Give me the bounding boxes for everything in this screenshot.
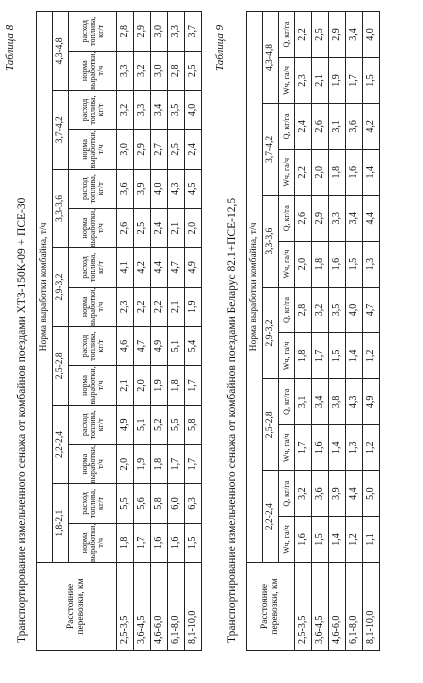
sub-header-norm: Wч, га/ч bbox=[279, 517, 295, 563]
table-cell: 2,1 bbox=[168, 287, 185, 326]
table-cell: 2,4 bbox=[185, 130, 202, 169]
table-cell: 1,4 bbox=[329, 517, 346, 563]
table-cell: 1,2 bbox=[363, 425, 380, 471]
group-header: 4,3-4,8 bbox=[53, 12, 69, 91]
table-cell: 5,5 bbox=[168, 405, 185, 444]
table-cell: 1,4 bbox=[346, 333, 363, 379]
table-cell: 4,3 bbox=[346, 379, 363, 425]
table-cell: 3,8 bbox=[329, 379, 346, 425]
table-cell: 3,7 bbox=[185, 12, 202, 52]
table-cell: 4,0 bbox=[185, 90, 202, 129]
table-cell: 4,0 bbox=[346, 287, 363, 333]
sub-header-norm: норма выработки, т/ч bbox=[69, 208, 117, 247]
table-cell: 4,1 bbox=[117, 248, 134, 287]
table-cell: 2,6 bbox=[312, 103, 329, 149]
table-cell: 3,3 bbox=[134, 90, 151, 129]
table-cell: 5,1 bbox=[134, 405, 151, 444]
table8 bbox=[36, 11, 202, 651]
table-cell: 2,0 bbox=[185, 208, 202, 247]
table-cell: 1,8 bbox=[117, 523, 134, 562]
table-cell: 2,6 bbox=[295, 195, 312, 241]
table-cell: 3,4 bbox=[312, 379, 329, 425]
table-cell: 1,8 bbox=[295, 333, 312, 379]
table-row bbox=[329, 12, 346, 651]
table8-label: Таблица 8 bbox=[4, 24, 16, 71]
norm-header: Норма выработки комбайна, т/ч bbox=[37, 12, 53, 563]
table-cell: 2,5 bbox=[134, 208, 151, 247]
sub-header-fuel: расход топлива, кг/т bbox=[69, 169, 117, 208]
table-cell: 1,5 bbox=[329, 333, 346, 379]
table-cell: 2,9 bbox=[329, 12, 346, 58]
sub-header-fuel: Q, кг/га bbox=[279, 287, 295, 333]
table-cell: 3,4 bbox=[346, 12, 363, 58]
table-cell: 1,1 bbox=[363, 517, 380, 563]
table-cell: 1,7 bbox=[134, 523, 151, 562]
table-cell: 1,6 bbox=[312, 425, 329, 471]
table-cell: 5,1 bbox=[168, 326, 185, 365]
table-row bbox=[117, 12, 134, 651]
table-row bbox=[295, 12, 312, 651]
table-row bbox=[185, 12, 202, 651]
table-cell: 1,8 bbox=[151, 444, 168, 483]
table-cell: 3,5 bbox=[168, 90, 185, 129]
table-cell: 2,2 bbox=[295, 12, 312, 58]
row-distance: 3,6-4,5 bbox=[312, 563, 329, 651]
sub-header-norm: Wч, га/ч bbox=[279, 425, 295, 471]
table-cell: 1,7 bbox=[185, 366, 202, 405]
table-cell: 4,2 bbox=[363, 103, 380, 149]
table-cell: 2,2 bbox=[134, 287, 151, 326]
table-cell: 1,8 bbox=[329, 149, 346, 195]
group-header: 2,5-2,8 bbox=[53, 326, 69, 405]
table-cell: 2,4 bbox=[151, 208, 168, 247]
row-distance: 8,1-10,0 bbox=[185, 563, 202, 651]
table-cell: 4,2 bbox=[134, 248, 151, 287]
sub-header-fuel: Q, кг/га bbox=[279, 379, 295, 425]
sub-header-norm: норма выработки, т/ч bbox=[69, 366, 117, 405]
row-distance: 6,1-8,0 bbox=[168, 563, 185, 651]
row-distance: 4,6-6,0 bbox=[151, 563, 168, 651]
distance-header: Расстояние перевозки, км bbox=[247, 563, 295, 651]
table-cell: 1,6 bbox=[151, 523, 168, 562]
table-cell: 2,0 bbox=[295, 241, 312, 287]
table-cell: 3,6 bbox=[346, 103, 363, 149]
table-cell: 2,8 bbox=[117, 12, 134, 52]
sub-header-fuel: Q, кг/га bbox=[279, 195, 295, 241]
table-cell: 1,9 bbox=[185, 287, 202, 326]
table-cell: 4,4 bbox=[363, 195, 380, 241]
table-cell: 1,5 bbox=[185, 523, 202, 562]
table-cell: 4,7 bbox=[168, 248, 185, 287]
table-cell: 3,2 bbox=[312, 287, 329, 333]
table-cell: 3,3 bbox=[168, 12, 185, 52]
table-cell: 3,0 bbox=[117, 130, 134, 169]
sub-header-fuel: Q, кг/га bbox=[279, 471, 295, 517]
table-cell: 3,9 bbox=[329, 471, 346, 517]
table-cell: 1,4 bbox=[363, 149, 380, 195]
sub-header-norm: норма выработки, т/ч bbox=[69, 130, 117, 169]
table-cell: 2,8 bbox=[168, 51, 185, 90]
sub-header-fuel: расход топлива, кг/т bbox=[69, 90, 117, 129]
table-cell: 3,1 bbox=[295, 379, 312, 425]
row-distance: 6,1-8,0 bbox=[346, 563, 363, 651]
table-row bbox=[346, 12, 363, 651]
table-cell: 1,5 bbox=[363, 58, 380, 104]
table-cell: 2,5 bbox=[168, 130, 185, 169]
table-cell: 1,3 bbox=[346, 425, 363, 471]
table-cell: 3,2 bbox=[295, 471, 312, 517]
table-cell: 4,9 bbox=[363, 379, 380, 425]
sub-header-fuel: Q, кг/га bbox=[279, 12, 295, 58]
table-cell: 4,9 bbox=[185, 248, 202, 287]
table-cell: 5,0 bbox=[363, 471, 380, 517]
table-cell: 3,1 bbox=[329, 103, 346, 149]
row-distance: 2,5-3,5 bbox=[117, 563, 134, 651]
sub-header-norm: Wч, га/ч bbox=[279, 149, 295, 195]
table-cell: 5,4 bbox=[185, 326, 202, 365]
table-cell: 1,2 bbox=[346, 517, 363, 563]
table-cell: 3,2 bbox=[134, 51, 151, 90]
table-cell: 1,8 bbox=[312, 241, 329, 287]
table-cell: 3,0 bbox=[151, 51, 168, 90]
table-cell: 2,0 bbox=[134, 366, 151, 405]
group-header: 2,2-2,4 bbox=[53, 405, 69, 484]
table-cell: 6,0 bbox=[168, 484, 185, 523]
table-cell: 4,3 bbox=[168, 169, 185, 208]
table9-title: Транспортирование измельченного сенажа от комбайнов поездами Беларус 82.1+ПСЕ-12,5 bbox=[226, 197, 238, 643]
table-cell: 1,6 bbox=[295, 517, 312, 563]
table-cell: 1,7 bbox=[185, 444, 202, 483]
group-header: 4,3-4,8 bbox=[263, 12, 279, 104]
table-cell: 1,9 bbox=[151, 366, 168, 405]
norm-header: Норма выработки комбайна, т/ч bbox=[247, 12, 263, 563]
sub-header-fuel: расход топлива, кг/т bbox=[69, 12, 117, 52]
sub-header-norm: Wч, га/ч bbox=[279, 241, 295, 287]
table-cell: 4,7 bbox=[134, 326, 151, 365]
table9 bbox=[246, 11, 380, 651]
sub-header-norm: норма выработки, т/ч bbox=[69, 523, 117, 562]
sub-header-norm: норма выработки, т/ч bbox=[69, 444, 117, 483]
table-cell: 2,4 bbox=[295, 103, 312, 149]
group-header: 3,3-3,6 bbox=[53, 169, 69, 248]
sub-header-fuel: расход топлива, кг/т bbox=[69, 248, 117, 287]
table-cell: 2,5 bbox=[185, 51, 202, 90]
table-cell: 4,4 bbox=[151, 248, 168, 287]
table-cell: 2,9 bbox=[312, 195, 329, 241]
table-cell: 1,7 bbox=[295, 425, 312, 471]
sub-header-norm: норма выработки, т/ч bbox=[69, 51, 117, 90]
table-cell: 2,8 bbox=[295, 287, 312, 333]
sub-header-fuel: расход топлива, кг/т bbox=[69, 326, 117, 365]
table-cell: 2,0 bbox=[312, 149, 329, 195]
table-cell: 2,1 bbox=[312, 58, 329, 104]
table-cell: 4,7 bbox=[363, 287, 380, 333]
row-distance: 2,5-3,5 bbox=[295, 563, 312, 651]
table-cell: 2,9 bbox=[134, 12, 151, 52]
sub-header-norm: Wч, га/ч bbox=[279, 58, 295, 104]
table-cell: 3,3 bbox=[117, 51, 134, 90]
table-cell: 1,7 bbox=[346, 58, 363, 104]
sub-header-fuel: расход топлива, кг/т bbox=[69, 484, 117, 523]
table-cell: 5,8 bbox=[151, 484, 168, 523]
table-row bbox=[134, 12, 151, 651]
table-cell: 4,5 bbox=[185, 169, 202, 208]
table-cell: 1,7 bbox=[168, 444, 185, 483]
table-cell: 2,1 bbox=[117, 366, 134, 405]
table-cell: 3,6 bbox=[117, 169, 134, 208]
group-header: 3,3-3,6 bbox=[263, 195, 279, 287]
table-cell: 4,6 bbox=[117, 326, 134, 365]
table-cell: 5,6 bbox=[134, 484, 151, 523]
table-cell: 3,9 bbox=[134, 169, 151, 208]
table-cell: 1,7 bbox=[312, 333, 329, 379]
table-cell: 1,9 bbox=[134, 444, 151, 483]
sub-header-norm: Wч, га/ч bbox=[279, 333, 295, 379]
group-header: 2,5-2,8 bbox=[263, 379, 279, 471]
distance-header: Расстояние перевозки, км bbox=[37, 563, 117, 651]
table-cell: 3,6 bbox=[312, 471, 329, 517]
table-cell: 2,5 bbox=[312, 12, 329, 58]
table-row bbox=[312, 12, 329, 651]
table-cell: 4,9 bbox=[151, 326, 168, 365]
table-cell: 1,3 bbox=[363, 241, 380, 287]
table-cell: 4,0 bbox=[151, 169, 168, 208]
table-row bbox=[168, 12, 185, 651]
table-cell: 4,9 bbox=[117, 405, 134, 444]
group-header: 2,2-2,4 bbox=[263, 471, 279, 563]
group-header: 3,7-4,2 bbox=[53, 90, 69, 169]
table-cell: 6,3 bbox=[185, 484, 202, 523]
table-cell: 1,5 bbox=[346, 241, 363, 287]
sub-header-norm: норма выработки, т/ч bbox=[69, 287, 117, 326]
group-header: 3,7-4,2 bbox=[263, 103, 279, 195]
table-cell: 1,8 bbox=[168, 366, 185, 405]
table8-title: Транспортирование измельченного сенажа от комбайнов поездами ХТЗ-150К-09 + ПСЕ-30 bbox=[16, 197, 28, 643]
table-cell: 2,0 bbox=[117, 444, 134, 483]
table-cell: 1,6 bbox=[346, 149, 363, 195]
table-row bbox=[363, 12, 380, 651]
row-distance: 8,1-10,0 bbox=[363, 563, 380, 651]
table-cell: 2,2 bbox=[295, 149, 312, 195]
table-cell: 2,2 bbox=[151, 287, 168, 326]
table-cell: 1,6 bbox=[168, 523, 185, 562]
table-cell: 1,2 bbox=[363, 333, 380, 379]
table-cell: 3,3 bbox=[329, 195, 346, 241]
table-cell: 3,5 bbox=[329, 287, 346, 333]
group-header: 2,9-3,2 bbox=[263, 287, 279, 379]
group-header: 1,8-2,1 bbox=[53, 484, 69, 563]
table-cell: 5,8 bbox=[185, 405, 202, 444]
row-distance: 4,6-6,0 bbox=[329, 563, 346, 651]
sub-header-fuel: Q, кг/га bbox=[279, 103, 295, 149]
row-distance: 3,6-4,5 bbox=[134, 563, 151, 651]
table-cell: 2,3 bbox=[295, 58, 312, 104]
table-cell: 1,5 bbox=[312, 517, 329, 563]
table-cell: 1,6 bbox=[329, 241, 346, 287]
table-cell: 1,9 bbox=[329, 58, 346, 104]
table-row bbox=[151, 12, 168, 651]
table-cell: 2,6 bbox=[117, 208, 134, 247]
table-cell: 3,4 bbox=[346, 195, 363, 241]
table-cell: 1,4 bbox=[329, 425, 346, 471]
table-cell: 2,9 bbox=[134, 130, 151, 169]
table-cell: 2,1 bbox=[168, 208, 185, 247]
sub-header-fuel: расход топлива, кг/т bbox=[69, 405, 117, 444]
table-cell: 5,5 bbox=[117, 484, 134, 523]
group-header: 2,9-3,2 bbox=[53, 248, 69, 327]
table-cell: 2,7 bbox=[151, 130, 168, 169]
table9-label: Таблица 9 bbox=[214, 24, 226, 71]
table-cell: 4,4 bbox=[346, 471, 363, 517]
table-cell: 2,3 bbox=[117, 287, 134, 326]
table-cell: 3,2 bbox=[117, 90, 134, 129]
table-cell: 3,0 bbox=[151, 12, 168, 52]
table-cell: 4,0 bbox=[363, 12, 380, 58]
table-cell: 5,2 bbox=[151, 405, 168, 444]
table-cell: 3,4 bbox=[151, 90, 168, 129]
